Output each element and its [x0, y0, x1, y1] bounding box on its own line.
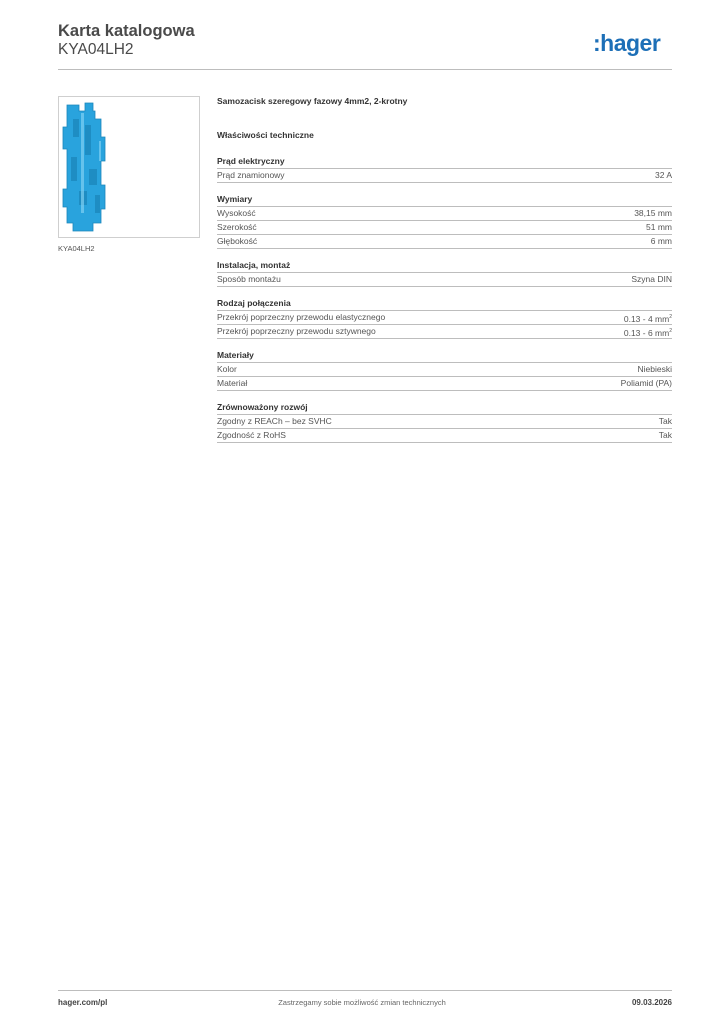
spec-value: Tak	[658, 416, 672, 426]
spec-group-connection	[217, 298, 672, 339]
spec-group-title: Instalacja, montaż	[217, 260, 672, 273]
spec-label: Kolor	[217, 364, 237, 374]
spec-label: Wysokość	[217, 208, 256, 218]
spec-value: Tak	[658, 430, 672, 440]
spec-row	[217, 235, 672, 249]
footer-website-link[interactable]: hager.com/pl	[58, 998, 108, 1007]
tech-properties-heading: Właściwości techniczne	[217, 130, 314, 140]
spec-row	[217, 429, 672, 443]
spec-value: 0.13 - 4 mm	[623, 313, 670, 324]
footer-disclaimer: Zastrzegamy sobie możliwość zmian technicznych	[278, 998, 446, 1007]
spec-group-installation	[217, 260, 672, 287]
spec-row	[217, 377, 672, 391]
spec-value: 0.13 - 6 mm	[623, 327, 670, 338]
spec-group-dimensions	[217, 194, 672, 249]
header-divider	[58, 69, 672, 70]
spec-row	[217, 273, 672, 287]
spec-row	[217, 311, 672, 325]
spec-group-electrical	[217, 156, 672, 183]
spec-group-title: Wymiary	[217, 194, 672, 207]
terminal-block-image	[59, 97, 199, 237]
spec-value-wrap	[624, 325, 672, 338]
spec-label: Głębokość	[217, 236, 258, 246]
spec-group-materials	[217, 350, 672, 391]
spec-label: Szerokość	[217, 222, 257, 232]
product-description: Samozacisk szeregowy fazowy 4mm2, 2-krotny	[217, 96, 408, 106]
spec-content	[217, 96, 672, 454]
spec-group-title: Zrównoważony rozwój	[217, 402, 672, 415]
spec-row	[217, 169, 672, 183]
spec-row	[217, 363, 672, 377]
spec-row	[217, 221, 672, 235]
product-code: KYA04LH2	[58, 41, 134, 58]
spec-value: 6 mm	[650, 236, 672, 246]
spec-group-title: Prąd elektryczny	[217, 156, 672, 169]
spec-value: Poliamid (PA)	[620, 378, 672, 388]
footer-date: 09.03.2026	[631, 998, 672, 1007]
spec-value-wrap	[624, 311, 672, 324]
spec-row	[217, 207, 672, 221]
spec-label: Prąd znamionowy	[217, 170, 285, 180]
spec-value: 32 A	[654, 170, 672, 180]
spec-label: Sposób montażu	[217, 274, 281, 284]
image-caption: KYA04LH2	[58, 244, 95, 253]
superscript: 2	[669, 314, 672, 320]
spec-label: Przekrój poprzeczny przewodu elastycznego	[217, 312, 386, 322]
spec-label: Materiał	[217, 378, 248, 388]
document-title: Karta katalogowa	[58, 22, 195, 40]
product-image	[58, 96, 200, 238]
spec-row	[217, 325, 672, 339]
spec-value: Szyna DIN	[631, 274, 672, 284]
spec-value: 51 mm	[646, 222, 672, 232]
spec-group-sustainability	[217, 402, 672, 443]
spec-label: Zgodność z RoHS	[217, 430, 286, 440]
spec-value: 38,15 mm	[634, 208, 672, 218]
spec-group-title: Rodzaj połączenia	[217, 298, 672, 311]
spec-row	[217, 415, 672, 429]
spec-label: Zgodny z REACh – bez SVHC	[217, 416, 332, 426]
spec-group-title: Materiały	[217, 350, 672, 363]
spec-value: Niebieski	[637, 364, 672, 374]
hager-logo: :hager	[593, 30, 661, 56]
spec-label: Przekrój poprzeczny przewodu sztywnego	[217, 326, 376, 336]
superscript: 2	[669, 328, 672, 334]
footer-divider	[58, 990, 672, 991]
